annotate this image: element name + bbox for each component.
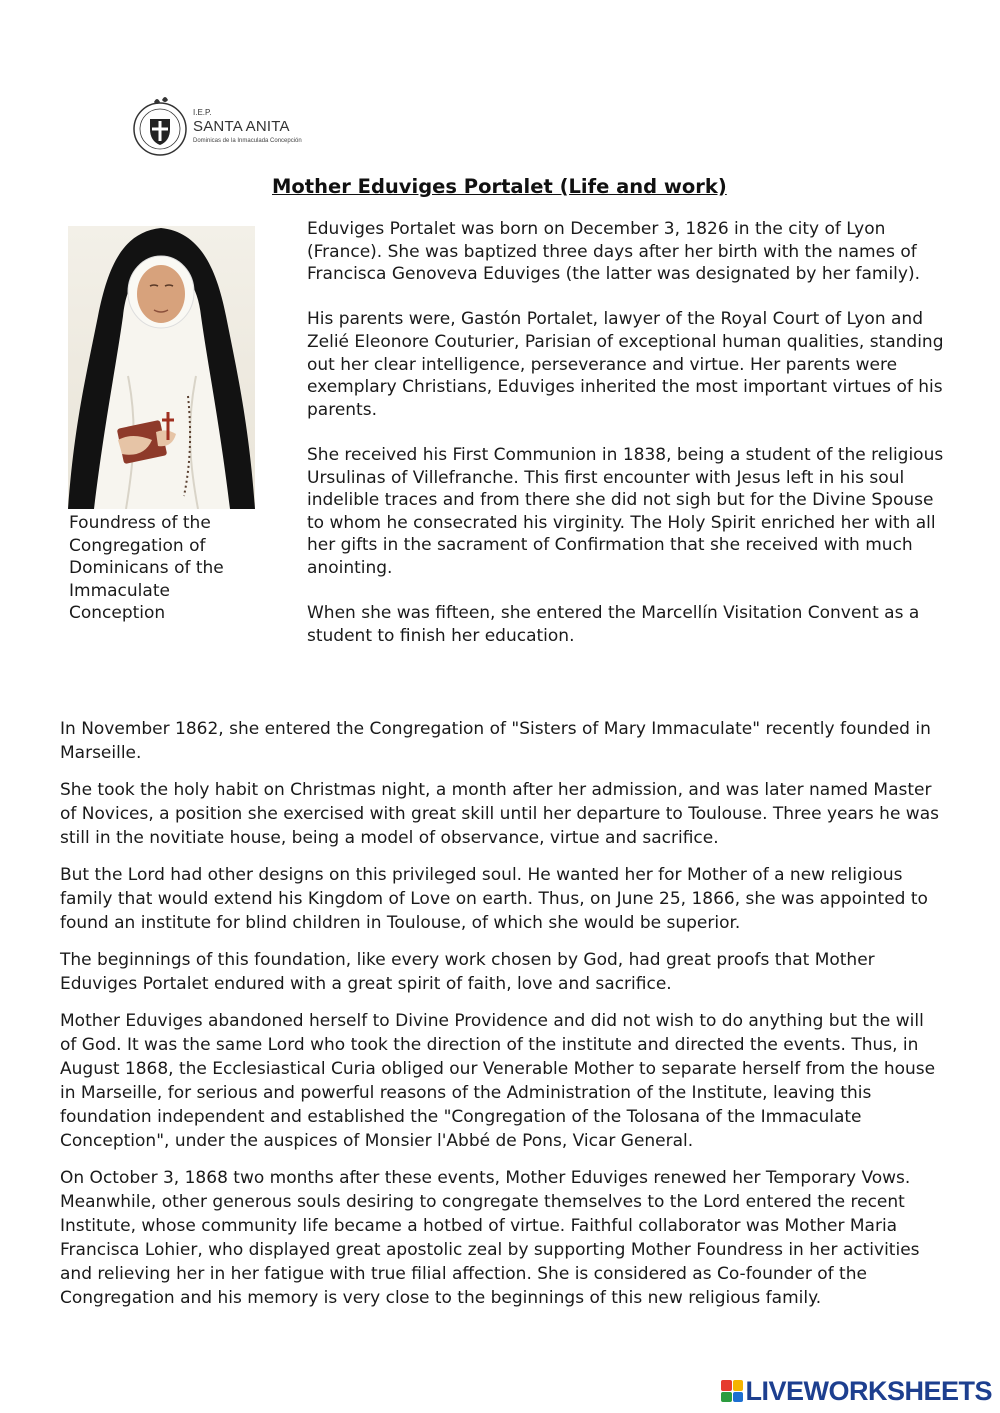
nun-portrait-icon — [68, 226, 255, 509]
body-paragraph: But the Lord had other designs on this privileged soul. He wanted her for Mother of a new religious family that would extend his Kingdom of Love on earth. Thus, on June 25, 1866, she was appointed to found an institute for blind children in Toulouse, of which she would be superior. — [60, 865, 928, 933]
logo-square — [733, 1392, 744, 1403]
intro-section — [307, 218, 947, 670]
intro-paragraph: His parents were, Gastón Portalet, lawyer of the Royal Court of Lyon and Zelié Eleonore Couturier, Parisian of exceptional human qualities, standing out her clear intelligence, perseverance and virtue. Her parents were exemplary Christians, Eduviges inherited the most important virtues of his parents. — [307, 309, 944, 420]
body-section — [60, 717, 945, 1323]
school-abbreviation: I.E.P. — [193, 108, 212, 117]
portrait-image — [68, 226, 255, 509]
liveworksheets-watermark — [721, 1375, 992, 1407]
intro-paragraph: She received his First Communion in 1838, being a student of the religious Ursulinas of Villefranche. This first encounter with Jesus left in his soul indelible traces and from there she did not sigh but for the Divine Spouse to whom he consecrated his virginity. The Holy Spirit enriched her with all her gifts in the sacrament of Confirmation that she received with much anointing. — [307, 444, 944, 578]
school-seal-icon — [130, 96, 190, 158]
school-subtitle: Dominicas de la Inmaculada Concepción — [193, 138, 302, 144]
body-paragraph: The beginnings of this foundation, like every work chosen by God, had great proofs that Mother Eduviges Portalet endured with a great spirit of faith, love and sacrifice. — [60, 950, 875, 994]
body-paragraph: She took the holy habit on Christmas night, a month after her admission, and was later named Master of Novices, a position she exercised with great skill until her departure to Toulouse. Three years he was still in the novitiate house, being a model of observance, virtue and sacrifice. — [60, 780, 939, 848]
body-paragraph: On October 3, 1868 two months after these events, Mother Eduviges renewed her Temporary Vows. Meanwhile, other generous souls desiring to congregate themselves to the Lord entered the recent Institute, whose community life became a hotbed of virtue. Faithful collaborator was Mother Maria Francisca Lohier, who displayed great apostolic zeal by supporting Mother Foundress in her activities and relieving her in her fatigue with true filial affection. She is considered as Co-founder of the Congregation and his memory is very close to the beginnings of this new religious family. — [60, 1168, 920, 1308]
body-paragraph: In November 1862, she entered the Congregation of "Sisters of Mary Immaculate" recently founded in Marseille. — [60, 719, 931, 763]
portrait-caption: Foundress of the Congregation of Dominicans of the Immaculate Conception — [69, 513, 224, 624]
logo-square — [721, 1392, 732, 1403]
intro-paragraph: Eduviges Portalet was born on December 3, 1826 in the city of Lyon (France). She was baptized three days after her birth with the names of Francisca Genoveva Eduviges (the latter was designated by her family). — [307, 219, 920, 285]
page-title: Mother Eduviges Portalet (Life and work) — [272, 175, 727, 198]
school-logo — [130, 96, 310, 158]
liveworksheets-logo-icon — [721, 1380, 743, 1402]
intro-paragraph: When she was fifteen, she entered the Marcellín Visitation Convent as a student to finish her education. — [307, 603, 920, 646]
body-paragraph: Mother Eduviges abandoned herself to Divine Providence and did not wish to do anything but the will of God. It was the same Lord who took the direction of the institute and directed the events. Thus, in August 1868, the Ecclesiastical Curia obliged our Venerable Mother to separate herself from the house in Marseille, for serious and powerful reasons of the Administration of the Institute, leaving this foundation independent and established the "Congregation of the Tolosana of the Immaculate Conception", under the auspices of Monsier l'Abbé de Pons, Vicar General. — [60, 1011, 936, 1151]
logo-square — [733, 1380, 744, 1391]
school-name: SANTA ANITA — [193, 118, 290, 135]
liveworksheets-brand: LIVEWORKSHEETS — [745, 1375, 992, 1406]
logo-square — [721, 1380, 732, 1391]
